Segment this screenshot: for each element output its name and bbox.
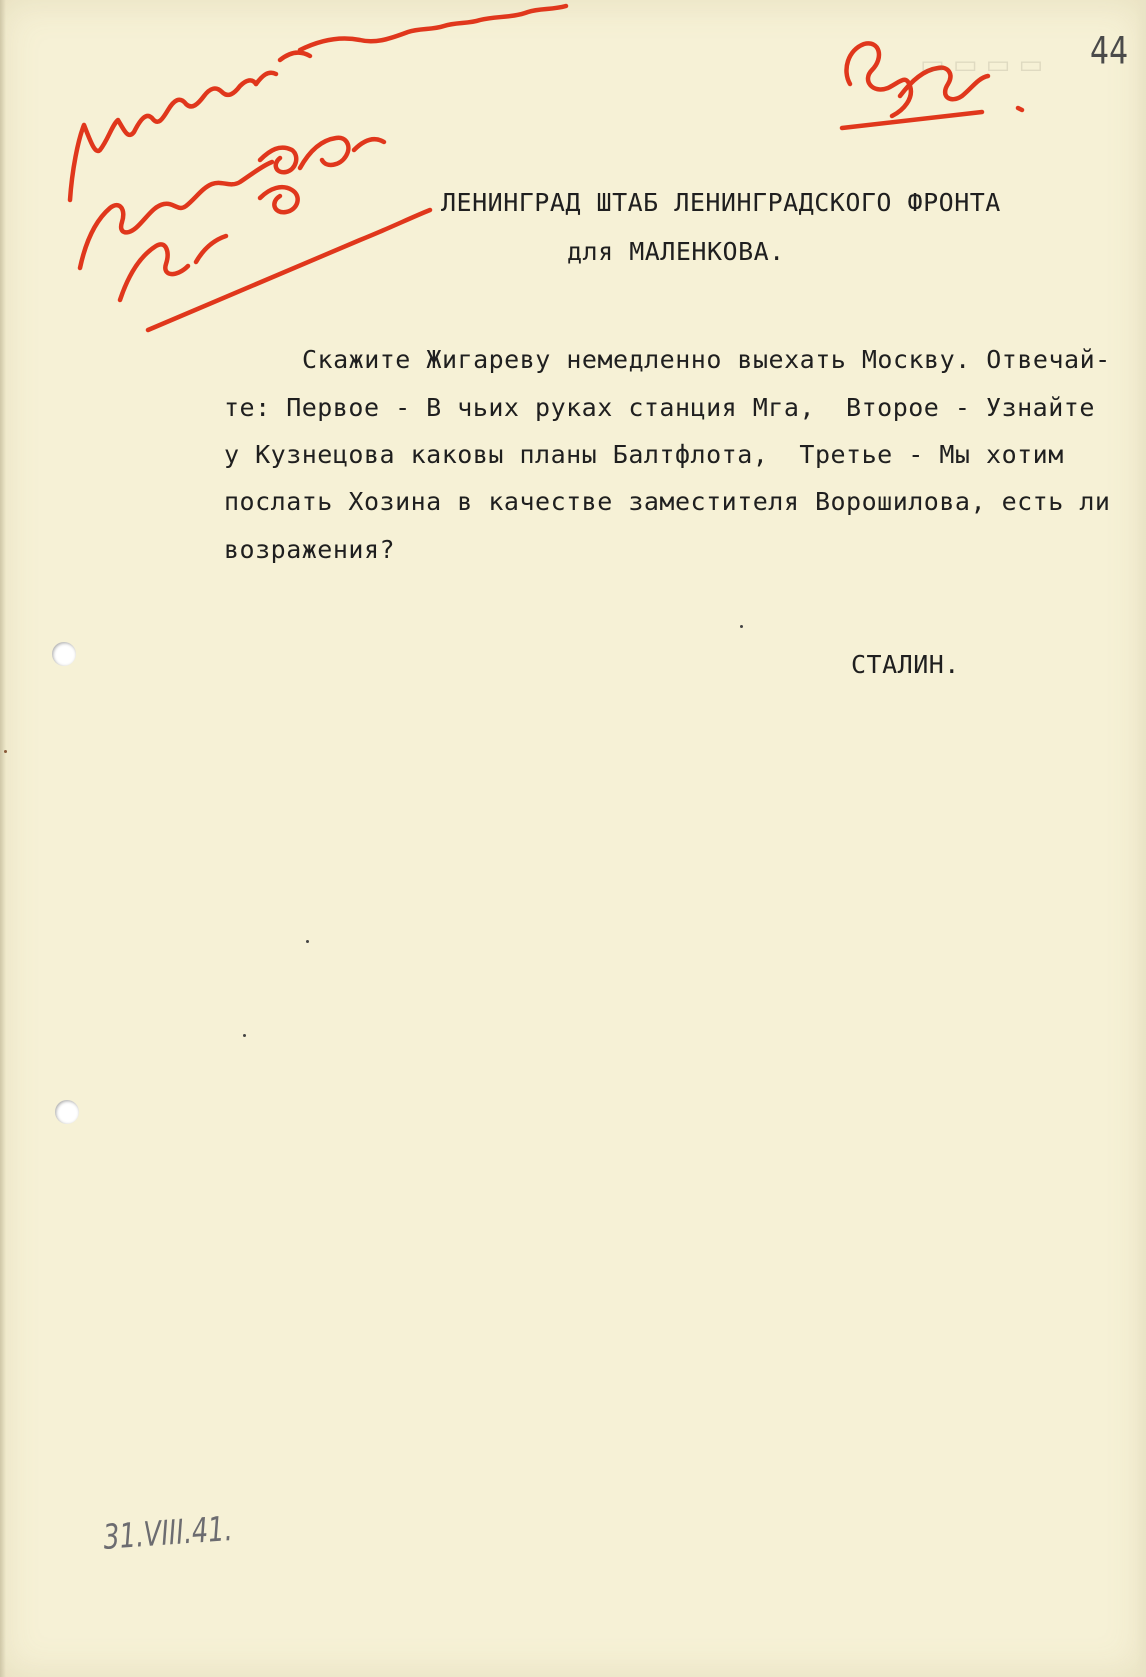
pencil-date: 31.VIII.41. bbox=[102, 1508, 234, 1558]
paper-speck bbox=[306, 940, 309, 943]
header-line-1: ЛЕНИНГРАД ШТАБ ЛЕНИНГРАДСКОГО ФРОНТА bbox=[441, 188, 1001, 217]
paper-speck bbox=[4, 750, 7, 753]
body-line-1: Скажите Жигареву немедленно выехать Москву. Отвечай- bbox=[302, 345, 1111, 374]
page-number: 44 bbox=[1090, 29, 1129, 74]
paper-speck bbox=[740, 625, 743, 628]
body-line-3: у Кузнецова каковы планы Балтфлота, Третье - Мы хотим bbox=[224, 440, 1064, 469]
body-line-4: послать Хозина в качестве заместителя Ворошилова, есть ли bbox=[224, 487, 1111, 516]
signature: СТАЛИН. bbox=[851, 650, 960, 679]
faint-stamp-bleed: ▭ ▭ ▭ ▭ bbox=[920, 50, 1044, 80]
body-line-5: возражения? bbox=[224, 535, 396, 564]
paper-speck bbox=[243, 1034, 246, 1037]
handwritten-note-scribble bbox=[70, 6, 566, 330]
header-line-2: для МАЛЕНКОВА. bbox=[567, 237, 785, 266]
body-line-2: те: Первое - В чьих руках станция Мга, Второе - Узнайте bbox=[224, 393, 1095, 422]
